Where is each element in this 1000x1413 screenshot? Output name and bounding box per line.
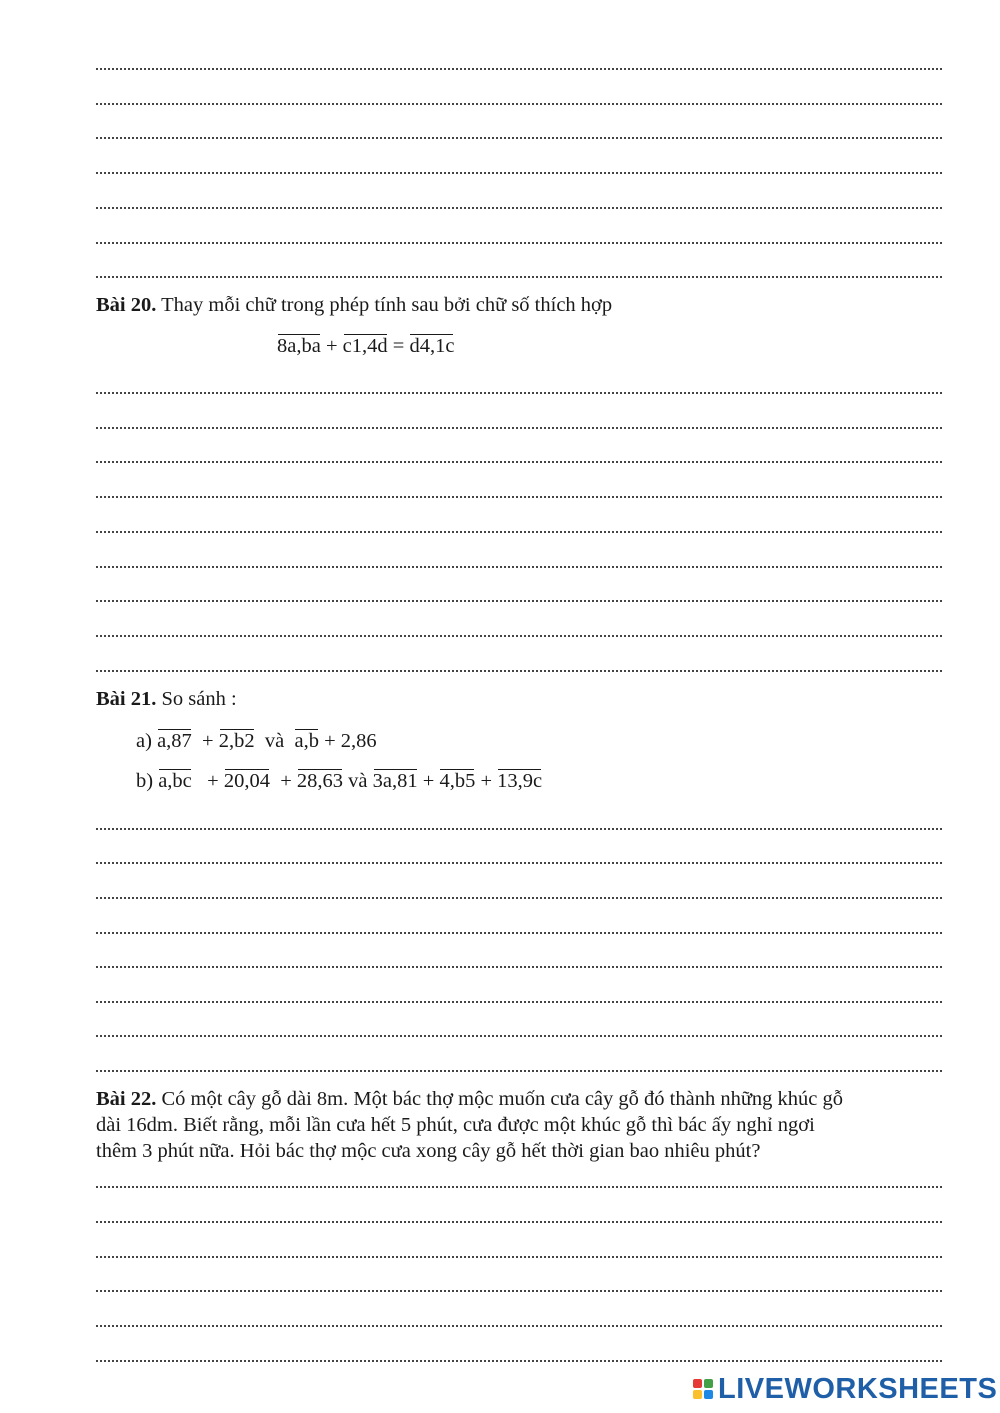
answer-line (96, 226, 942, 244)
answer-line (96, 156, 942, 174)
equals-sign: = (387, 335, 410, 357)
answer-line (96, 376, 942, 394)
exercise-21-label: Bài 21. (96, 688, 157, 710)
answer-line (96, 985, 942, 1003)
plus-sign: + (320, 335, 343, 357)
answer-line (96, 1170, 942, 1188)
answer-line (96, 480, 942, 498)
answer-line (96, 550, 942, 568)
plus-sign: + (191, 730, 219, 752)
exercise-21-text: So sánh : (161, 688, 237, 710)
logo-mark-icon (693, 1379, 713, 1399)
answer-line (96, 916, 942, 934)
answer-line (96, 411, 942, 429)
answer-line (96, 191, 942, 209)
exercise-22-paragraph (96, 1086, 956, 1164)
exercise-22-text: Có một cây gỗ dài 8m. Một bác thợ mộc muốn cưa cây gỗ đó thành những khúc gỗ (161, 1088, 844, 1110)
exercise-20-equation (277, 333, 454, 359)
answer-line (96, 52, 942, 70)
plus-sign: + (475, 770, 498, 792)
term-overlined: 4,b5 (439, 770, 476, 792)
answer-line (96, 584, 942, 602)
exercise-22-line: thêm 3 phút nữa. Hỏi bác thợ mộc cưa xong cây gỗ hết thời gian bao nhiêu phút? (96, 1140, 761, 1162)
answer-line (96, 515, 942, 533)
term-overlined: 2,b2 (218, 730, 255, 752)
exercise-22-line: dài 16dm. Biết rằng, mỗi lần cưa hết 5 phút, cưa được một khúc gỗ thì bác ấy nghỉ ngơi (96, 1114, 815, 1136)
term-overlined: a,b (294, 730, 319, 752)
exercise-20-heading (96, 292, 612, 318)
term-overlined: 13,9c (497, 770, 543, 792)
liveworksheets-logo (693, 1374, 997, 1404)
term-overlined: c1,4d (342, 335, 388, 357)
exercise-21-part-b (136, 768, 542, 794)
part-a-prefix: a) (136, 730, 158, 752)
answer-line (96, 1019, 942, 1037)
answer-line (96, 1054, 942, 1072)
answer-line (96, 1205, 942, 1223)
and-word: và (343, 770, 373, 792)
answer-line (96, 881, 942, 899)
answer-line (96, 654, 942, 672)
answer-line (96, 87, 942, 105)
logo-square (704, 1379, 713, 1388)
logo-square (693, 1379, 702, 1388)
term-plain: + 2,86 (318, 730, 377, 752)
answer-line (96, 950, 942, 968)
answer-line (96, 1309, 942, 1327)
exercise-22-label: Bài 22. (96, 1088, 157, 1110)
exercise-21-part-a (136, 728, 377, 754)
answer-line (96, 846, 942, 864)
part-b-prefix: b) (136, 770, 159, 792)
exercise-20-text: Thay mỗi chữ trong phép tính sau bởi chữ số thích hợp (161, 294, 613, 316)
term-overlined: 8a,ba (277, 335, 321, 357)
term-overlined: 3a,81 (372, 770, 418, 792)
logo-text: LIVEWORKSHEETS (718, 1372, 998, 1405)
answer-line (96, 619, 942, 637)
and-word: và (254, 730, 295, 752)
logo-square (704, 1390, 713, 1399)
term-overlined: 20,04 (223, 770, 270, 792)
answer-line (96, 812, 942, 830)
logo-square (693, 1390, 702, 1399)
answer-line (96, 445, 942, 463)
plus-sign: + (417, 770, 440, 792)
term-overlined: a,bc (158, 770, 192, 792)
term-overlined: d4,1c (409, 335, 455, 357)
plus-sign: + (191, 770, 224, 792)
answer-line (96, 1344, 942, 1362)
term-overlined: a,87 (157, 730, 192, 752)
answer-line (96, 1274, 942, 1292)
exercise-20-label: Bài 20. (96, 294, 157, 316)
term-overlined: 28,63 (296, 770, 344, 792)
plus-sign: + (269, 770, 297, 792)
answer-line (96, 1240, 942, 1258)
answer-line (96, 121, 942, 139)
exercise-22-line (96, 1086, 956, 1112)
answer-line (96, 260, 942, 278)
exercise-21-heading (96, 686, 237, 712)
